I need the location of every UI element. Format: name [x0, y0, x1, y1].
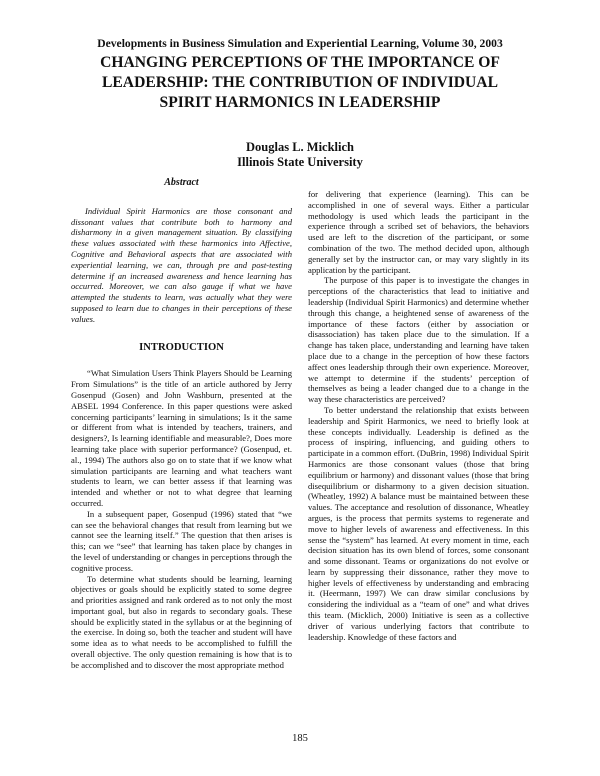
author-name: Douglas L. Micklich	[246, 140, 354, 154]
body-paragraph: The purpose of this paper is to investigate the changes in perceptions of the characteristics that lead to initiative and leadership (Individual Spirit Harmonics) and determine whether through this change, a heightened sense of awareness of the importance of these factors (either by association or disassociation) has taken place due to the simulation. If a change has taken place, understanding and learning have taken place due to a change in the perception of how these factors affect ones leadership through their own experience. Moreover, we attempt to determine if the students’ perception of themselves as being a leader changed due to a change in the way these characteristics are perceived?	[308, 275, 529, 405]
body-paragraph: In a subsequent paper, Gosenpud (1996) stated that “we can see the behavioral changes that result from learning but we cannot see the learning itself.” The question that then arises is this; can we “see” that learning has taken place by changes in the level of understanding or changes in perceptions through the cognitive process.	[71, 508, 292, 573]
body-paragraph: “What Simulation Users Think Players Should be Learning From Simulations” is the title of an article authored by Jerry Gosenpud (Gosen) and John Washburn, presented at the ABSEL 1994 Conference. In this paper questions were asked concerning participants’ learning in simulations; Is it the same or different from what is intended by teachers, trainers, and designers?, Is learning identifiable and measurable?, Does more learning take place with superior performance? (Gosenpud, et. al., 1994) The authors also go on to state that if we know what simulation participants are learning and what teachers want students to learn, we can better assess if that learning was intended and whether or not to what degree that learning occurred.	[71, 368, 292, 508]
title-line-3: SPIRIT HARMONICS IN LEADERSHIP	[159, 94, 441, 111]
paper-title	[40, 53, 560, 113]
author-affiliation: Illinois State University	[237, 155, 363, 169]
title-line-1: CHANGING PERCEPTIONS OF THE IMPORTANCE OF	[100, 54, 500, 71]
body-paragraph: To better understand the relationship that exists between leadership and Spirit Harmonics, we need to briefly look at these concepts individually. Leadership is defined as the process of inspiring, influencing, and guiding others to participate in a common effort. (DuBrin, 1998) Individual Spirit Harmonics are those consonant values (those that bring equilibrium or harmony) and dissonant values (those that bring disequilibrium or disharmony to a given decision situation. (Wheatley, 1992) A balance must be maintained between these values. The acceptance and resolution of dissonance, Wheatley argues, is the process that permits systems to regenerate and move to higher levels of awareness and effectiveness. In this sense the “system” has learned. At every moment in time, each decision situation has its own blend of forces, some consonant and some dissonant. Teams or organizations do not evolve or learn by suppressing their dissonance, rather they move to higher levels of effectiveness by understanding and embracing it. (Heermann, 1997) We can draw similar conclusions by considering the individual as a “team of one” and what drives this team. (Micklich, 2000) Initiative is seen as a collective driver of various underlying factors that contribute to leadership. Knowledge of these factors and	[308, 404, 529, 642]
title-line-2: LEADERSHIP: THE CONTRIBUTION OF INDIVIDUAL	[102, 74, 498, 91]
left-column	[71, 178, 292, 671]
page-number: 185	[292, 733, 308, 744]
body-paragraph: To determine what students should be learning, learning objectives or goals should be explicitly stated to some degree and priorities assigned and rank ordered as to not only the most important goal, but also in regards to secondary goals. These should be explicitly stated in the syllabus or at the beginning of the exercise. In doing so, both the teacher and student will have some idea as to what needs to be accomplished to fulfill the overall objective. The only question remaining is how that is to be accomplished and to discover the most appropriate method	[71, 573, 292, 670]
author-block	[0, 140, 600, 170]
introduction-heading: INTRODUCTION	[139, 341, 224, 353]
body-paragraph: for delivering that experience (learning). This can be accomplished in one of several ways. Either a particular methodology is used which leads the participant in the experience through a scribed set of behaviors, the behaviors used are left to the discretion of the participant, or some combination of the two. The method decided upon, although generally set by the instructor can, or may vary slightly in its application by the participant.	[308, 189, 529, 275]
venue-header: Developments in Business Simulation and Experiential Learning, Volume 30, 2003	[97, 37, 503, 50]
abstract-text: Individual Spirit Harmonics are those consonant and dissonant values that contribute both to harmony and disharmony in a given management situation. By classifying these values associated with these harmonics into Affective, Cognitive and Behavioral aspects that are associated with experiential learning, we can, through pre and post-testing determine if an increased awareness and hence learning has occurred. Moreover, we can also gauge if what we have attempted the students to learn, was actually what they were supposed to learn due to changes in their perceptions of these values.	[71, 205, 292, 324]
abstract-heading: Abstract	[164, 177, 199, 188]
right-column	[308, 189, 529, 642]
